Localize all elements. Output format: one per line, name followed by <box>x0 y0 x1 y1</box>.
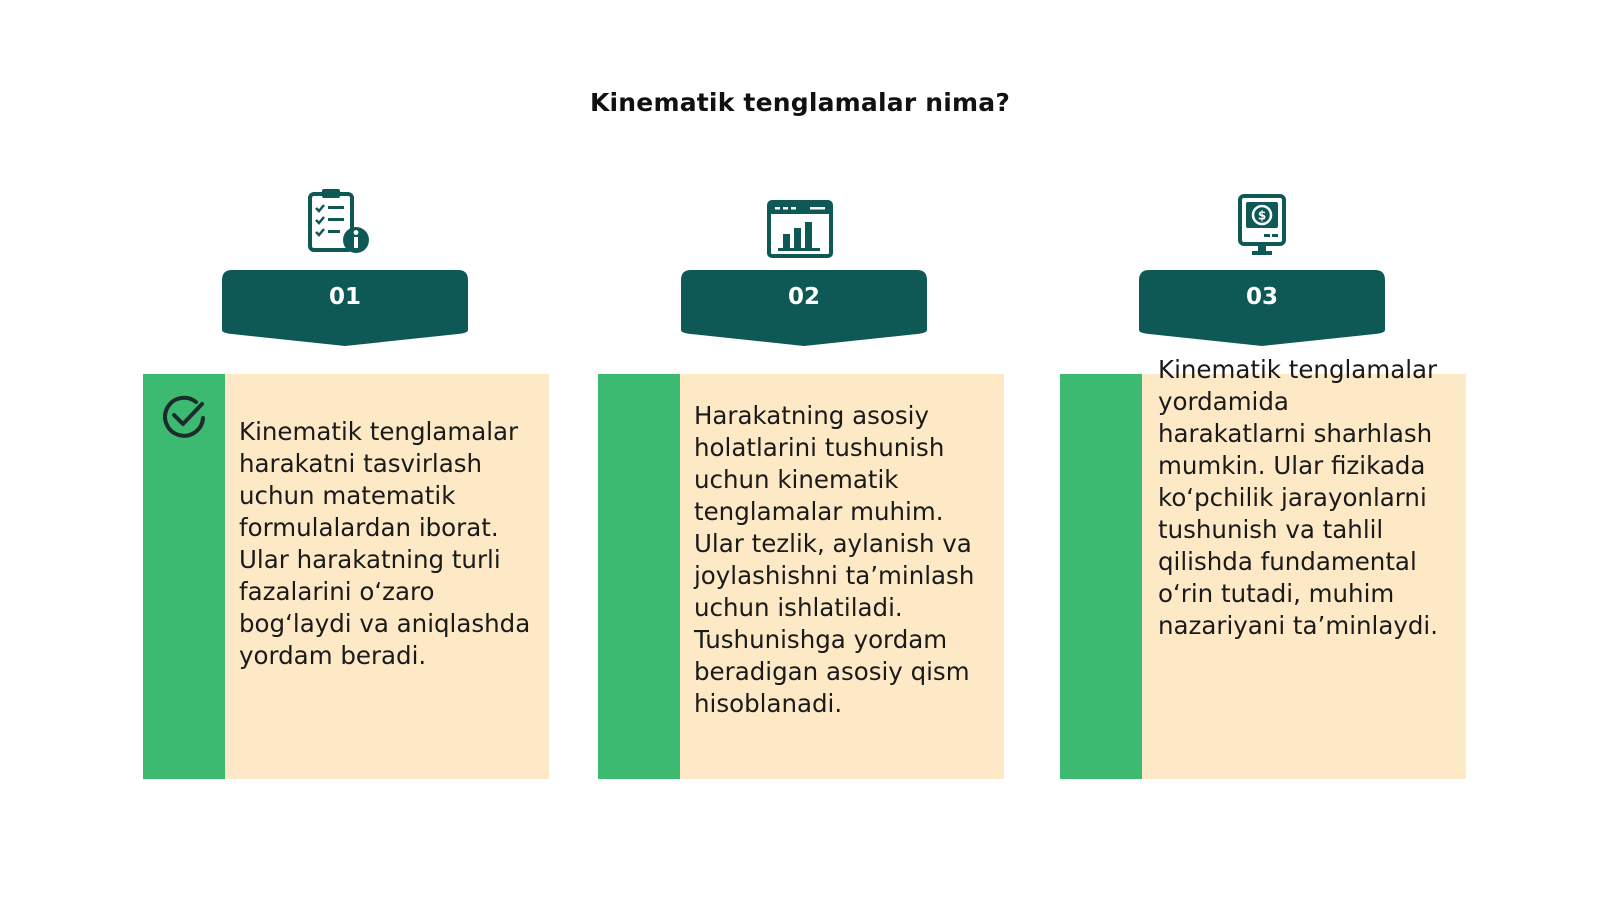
step-badge-02 <box>681 270 927 346</box>
step-badge-01 <box>222 270 468 346</box>
money-monitor-icon <box>1228 192 1296 260</box>
card-description: Kinematik tenglamalar harakatni tasvirlash uchun matematik formulalardan iborat. Ular harakatning turli fazalarini o‘zaro bog‘laydi va aniqlashda yordam beradi. <box>239 417 531 670</box>
card-stripe <box>598 374 680 779</box>
card-description: Harakatning asosiy holatlarini tushunish uchun kinematik tenglamalar muhim. Ular tezlik, aylanish va joylashishni ta’minlash uchun ishlatiladi. Tushunishga yordam beradigan asosiy qism hisoblanadi. <box>694 401 975 718</box>
step-number: 02 <box>787 284 820 310</box>
card-description: Kinematik tenglamalar yordamida harakatlarni sharhlash mumkin. Ular fizikada ko‘pchilik jarayonlarni tushunish va tahlil qilishda fundamental o‘rin tutadi, muhim nazariyani ta’minlaydi. <box>1158 355 1439 640</box>
step-number: 01 <box>328 284 361 310</box>
clipboard-checklist-info-icon <box>306 188 374 256</box>
card-stripe <box>1060 374 1142 779</box>
step-number: 03 <box>1245 284 1278 310</box>
svg-text:$: $ <box>1257 208 1267 223</box>
check-circle-icon <box>160 392 208 440</box>
bar-chart-window-icon <box>766 198 834 266</box>
page-title: Kinematik tenglamalar nima? <box>589 88 1011 117</box>
step-badge-03 <box>1139 270 1385 346</box>
